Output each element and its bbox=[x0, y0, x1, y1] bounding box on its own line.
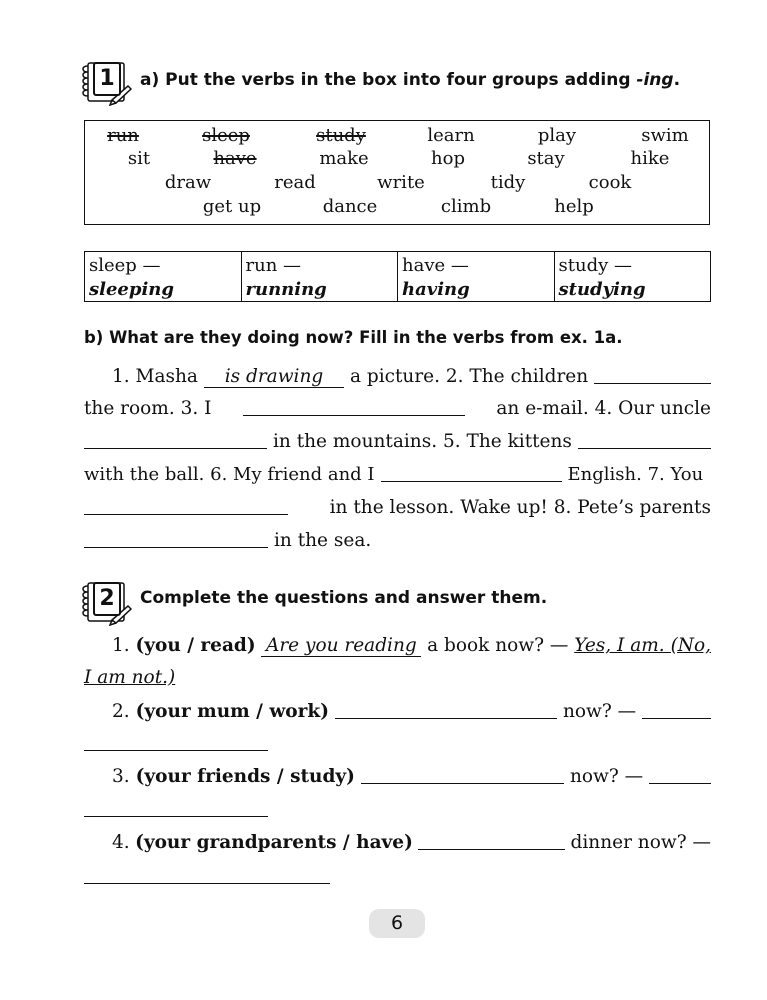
question-2-reply-blank[interactable] bbox=[642, 698, 711, 719]
verb-climb: climb bbox=[440, 196, 492, 217]
question-2-blank[interactable] bbox=[335, 698, 557, 719]
verb-run: run bbox=[107, 125, 139, 146]
group-cell[interactable] bbox=[555, 252, 711, 301]
exercise-1a-heading: a) Put the verbs in the box into four groups adding -ing. bbox=[140, 70, 681, 90]
verb-help: help bbox=[554, 196, 594, 217]
verb-dance: dance bbox=[322, 196, 378, 217]
question-4-line: 4. (your grandparents / have) dinner now? — bbox=[84, 827, 711, 859]
verb-read: read bbox=[274, 172, 316, 193]
verb-stay: stay bbox=[527, 148, 565, 169]
verb-hike: hike bbox=[630, 148, 670, 169]
exercise-1b-heading: b) What are they doing now? Fill in the verbs from ex. 1a. bbox=[84, 328, 623, 347]
question-1-reply-cont[interactable]: I am not.) bbox=[84, 667, 176, 688]
answer-blank-6[interactable] bbox=[381, 461, 562, 482]
answer-blank-7[interactable] bbox=[84, 494, 288, 515]
answer-blank-2[interactable] bbox=[594, 363, 711, 384]
verb-play: play bbox=[537, 125, 577, 146]
group-base-verb: study — bbox=[558, 255, 632, 276]
question-2-reply-blank-2[interactable] bbox=[84, 730, 268, 751]
group-base-verb: sleep — bbox=[89, 255, 161, 276]
verb-make: make bbox=[319, 148, 369, 169]
group-example: sleeping bbox=[89, 279, 174, 300]
exercise-2-badge bbox=[82, 580, 132, 626]
answer-blank-3[interactable] bbox=[243, 395, 465, 416]
exercise-1-badge bbox=[82, 60, 132, 106]
verb-sleep: sleep bbox=[202, 125, 250, 146]
verb-study: study bbox=[316, 125, 366, 146]
group-base-verb: have — bbox=[402, 255, 469, 276]
question-4-reply-blank[interactable] bbox=[84, 863, 330, 884]
verb-tidy: tidy bbox=[490, 172, 526, 193]
question-3-reply-blank-2[interactable] bbox=[84, 796, 268, 817]
verb-draw: draw bbox=[164, 172, 212, 193]
group-cell[interactable] bbox=[398, 252, 555, 301]
answer-blank-8[interactable] bbox=[84, 527, 268, 548]
group-example: studying bbox=[558, 279, 646, 300]
verb-get-up: get up bbox=[202, 196, 262, 217]
verb-swim: swim bbox=[641, 125, 689, 146]
group-example: having bbox=[402, 279, 470, 300]
question-1-line: 1. (you / read) Are you reading a book now? — Yes, I am. (No, bbox=[84, 630, 711, 662]
verb-cook: cook bbox=[588, 172, 632, 193]
group-cell[interactable] bbox=[242, 252, 399, 301]
question-4-line-2 bbox=[84, 861, 711, 893]
verb-hop: hop bbox=[431, 148, 465, 169]
group-cell[interactable] bbox=[85, 252, 242, 301]
question-3-line: 3. (your friends / study) now? — bbox=[84, 761, 711, 793]
text-line-3: in the mountains. 5. The kittens bbox=[84, 426, 711, 458]
exercise-2-heading: Complete the questions and answer them. bbox=[140, 588, 548, 608]
question-3-blank[interactable] bbox=[361, 763, 564, 784]
text-line-4: with the ball. 6. My friend and I English. 7. You bbox=[84, 459, 711, 491]
text-line-1: 1. Masha is drawing a picture. 2. The children bbox=[84, 361, 711, 393]
answer-blank-4[interactable] bbox=[84, 428, 267, 449]
ing-groups-table bbox=[84, 251, 711, 302]
verb-learn: learn bbox=[427, 125, 475, 146]
verb-write: write bbox=[377, 172, 425, 193]
question-1-answer[interactable]: Are you reading bbox=[261, 636, 421, 657]
question-2-line-2 bbox=[84, 728, 711, 760]
verb-have: have bbox=[213, 148, 257, 169]
text-line-2: the room. 3. I an e-mail. 4. Our uncle bbox=[84, 393, 711, 425]
page-number: 6 bbox=[369, 909, 425, 938]
group-example: running bbox=[245, 279, 327, 300]
group-base-verb: run — bbox=[245, 255, 302, 276]
exercise-1-number: 1 bbox=[93, 62, 121, 96]
verb-word-box bbox=[84, 120, 710, 225]
exercise-2-number: 2 bbox=[93, 582, 121, 616]
answer-blank-5[interactable] bbox=[578, 428, 711, 449]
text-line-5: in the lesson. Wake up! 8. Pete’s parents bbox=[84, 492, 711, 524]
text-line-6: in the sea. bbox=[84, 525, 711, 557]
question-1-line-2 bbox=[84, 662, 711, 694]
verb-sit: sit bbox=[127, 148, 151, 169]
question-2-line: 2. (your mum / work) now? — bbox=[84, 696, 711, 728]
question-3-line-2 bbox=[84, 794, 711, 826]
question-1-reply[interactable]: Yes, I am. (No, bbox=[574, 635, 711, 656]
answer-blank-1[interactable]: is drawing bbox=[204, 367, 344, 388]
question-4-blank[interactable] bbox=[418, 829, 565, 850]
question-3-reply-blank[interactable] bbox=[649, 763, 711, 784]
